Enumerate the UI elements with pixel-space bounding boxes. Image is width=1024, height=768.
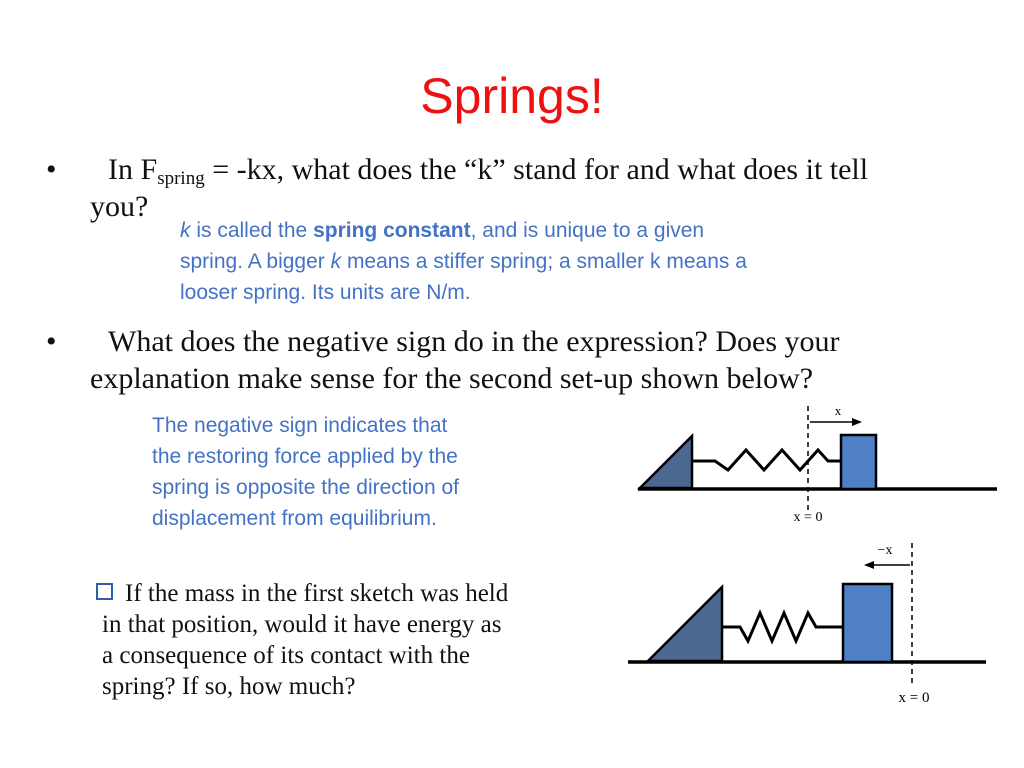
answer-1 [180,215,900,308]
question-3-line-1 [96,578,616,609]
question-3-line-1-text: If the mass in the first sketch was held [125,580,509,607]
answer-1-line-1 [180,215,900,246]
question-1-line-2: you? [90,190,149,223]
question-2-line-2: explanation make sense for the second set-up shown below? [90,362,814,395]
question-3 [96,578,616,702]
question-1-middle: = -kx, what does the “k” stand for and what does it tell [204,153,869,186]
answer-1-text-b: , and is unique to a given [470,219,705,242]
question-1-line-1 [108,152,868,188]
displacement-label: x [834,403,842,418]
spring-diagram-compressed [620,535,1000,710]
mass-block [841,435,876,489]
mass-block [843,584,892,662]
wall-wedge [648,587,722,661]
question-3-line-4: spring? If so, how much? [102,673,356,700]
arrow-head-icon [864,561,874,569]
question-1-prefix: In F [108,153,158,186]
answer-2-line-3: spring is opposite the direction of [152,476,460,499]
answer-1-line-2 [180,246,900,277]
question-3-line-2: in that position, would it have energy as [102,611,502,638]
equilibrium-label: x = 0 [898,690,930,706]
displacement-label: −x [877,543,893,558]
answer-2-line-2: the restoring force applied by the [152,445,458,468]
question-3-line-3: a consequence of its contact with the [102,642,470,669]
spring-diagram-stretched [630,398,1010,533]
slide-title: Springs! [420,68,604,124]
answer-1-line-2a: spring. A bigger [180,250,331,273]
answer-1-text-a: is called the [190,219,314,242]
answer-1-line-3: looser spring. Its units are N/m. [180,281,471,304]
answer-2 [152,410,572,534]
bullet-marker: • [46,153,57,186]
spring-coil [722,613,842,641]
wall-wedge [640,436,692,488]
equilibrium-label: x = 0 [793,510,823,525]
answer-2-line-4: displacement from equilibrium. [152,507,437,530]
answer-1-k: k [180,219,191,242]
question-2-line-1: What does the negative sign do in the expression? Does your [108,325,840,358]
checkbox-bullet-icon [96,583,113,600]
answer-1-line-2-k: k [330,250,342,273]
question-1-subscript: spring [157,168,205,189]
answer-1-bold-term: spring constant [313,219,471,242]
answer-2-line-1: The negative sign indicates that [152,414,448,437]
arrow-head-icon [852,418,862,426]
answer-1-line-2b: means a stiffer spring; a smaller k means a [341,250,747,273]
bullet-marker: • [46,325,57,358]
spring-coil [692,450,840,470]
